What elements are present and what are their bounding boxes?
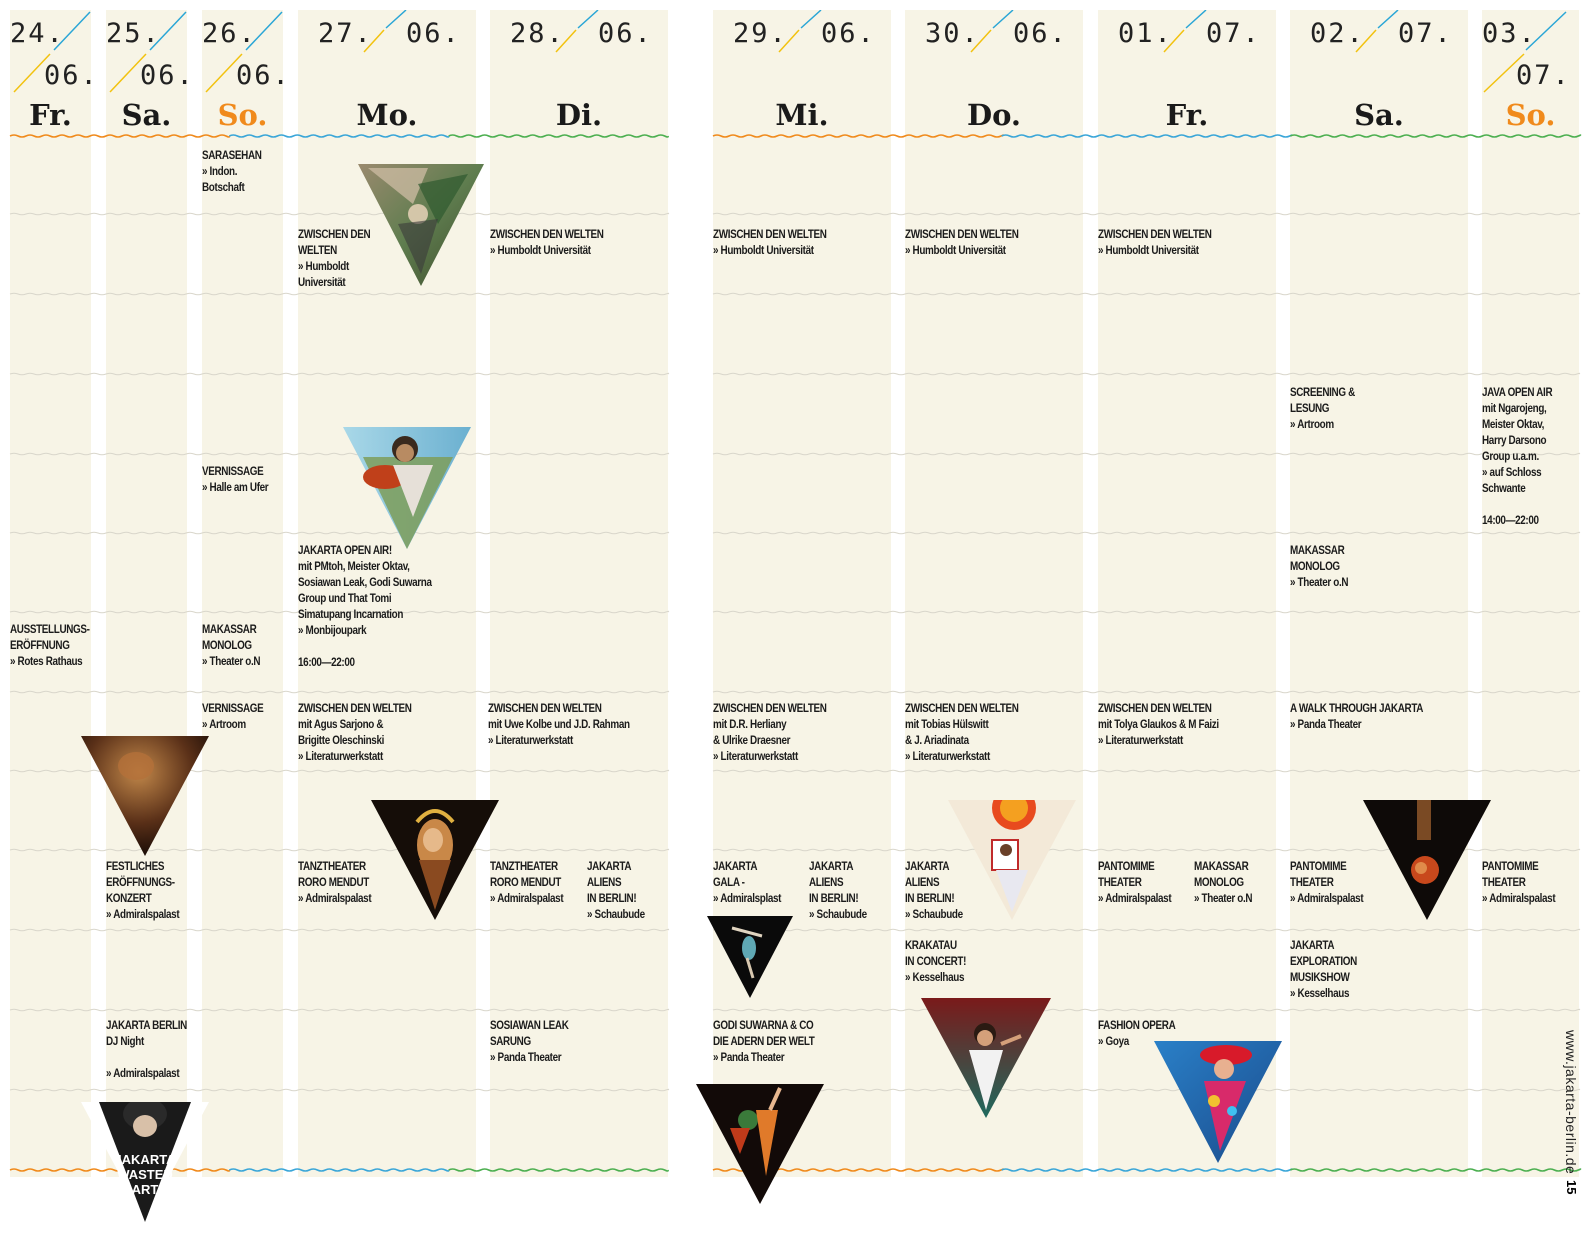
event-godi-suwarna[interactable]: GODI SUWARNA & CO DIE ADERN DER WELT » Panda Theater	[713, 1020, 815, 1064]
photo-triangle-sun-dancer	[948, 800, 1076, 920]
weekday-label: Fr.	[1165, 98, 1209, 132]
date-day: 26.	[202, 18, 257, 49]
date-day: 29.	[733, 18, 788, 49]
event-pantomime-theater[interactable]: PANTOMIME THEATER » Admiralspalast	[1290, 861, 1364, 905]
date-header-29-06	[713, 10, 891, 98]
event-sosiawan-leak[interactable]: SOSIAWAN LEAK SARUNG » Panda Theater	[490, 1020, 569, 1064]
event-vernissage[interactable]: VERNISSAGE » Artroom	[202, 703, 264, 731]
svg-text:ART: ART	[131, 1182, 159, 1197]
date-month: 07.	[1206, 18, 1261, 49]
date-day: 24.	[10, 18, 65, 49]
event-ausstellungs-eroeffnung[interactable]: AUSSTELLUNGS- ERÖFFNUNG » Rotes Rathaus	[10, 624, 90, 668]
date-month: 06.	[1013, 18, 1068, 49]
event-zwischen-den-welten-lesung[interactable]: ZWISCHEN DEN WELTEN mit Agus Sarjono & Brigitte Oleschinski » Literaturwerkstatt	[298, 703, 412, 763]
photo-triangle-gala-dancer	[707, 916, 793, 998]
date-month: 06.	[140, 60, 195, 91]
event-zwischen-den-welten-lesung[interactable]: ZWISCHEN DEN WELTEN mit Uwe Kolbe und J.D. Rahman » Literaturwerkstatt	[488, 703, 630, 747]
day-column-fr-24	[10, 10, 91, 1177]
website-url[interactable]: www.jakarta-berlin.de	[1563, 1030, 1579, 1175]
date-day: 28.	[510, 18, 565, 49]
weekday-label: Sa.	[121, 98, 172, 132]
date-day: 27.	[318, 18, 373, 49]
photo-triangle-tshirt	[81, 1102, 209, 1222]
date-month: 06.	[236, 60, 291, 91]
event-zwischen-den-welten-lesung[interactable]: ZWISCHEN DEN WELTEN mit Tolya Glaukos & M Faizi » Literaturwerkstatt	[1098, 703, 1219, 747]
event-zwischen-den-welten[interactable]: ZWISCHEN DEN WELTEN » Humboldt Universität	[905, 229, 1019, 257]
event-walk-through-jakarta[interactable]: A WALK THROUGH JAKARTA » Panda Theater	[1290, 703, 1424, 731]
weekday-label: Mo.	[356, 98, 418, 132]
photo-triangle-masked-dancer	[371, 800, 499, 920]
event-jakarta-aliens[interactable]: JAKARTA ALIENS IN BERLIN! » Schaubude	[587, 861, 645, 921]
photo-triangle-jester	[1363, 800, 1491, 920]
event-screening-lesung[interactable]: SCREENING & LESUNG » Artroom	[1290, 387, 1355, 431]
event-jakarta-aliens[interactable]: JAKARTA ALIENS IN BERLIN! » Schaubude	[905, 861, 963, 921]
event-zwischen-den-welten[interactable]: ZWISCHEN DEN WELTEN » Humboldt Universität	[713, 229, 827, 257]
weekday-label: Do.	[966, 98, 1022, 132]
date-header-28-06	[490, 10, 668, 98]
event-makassar-monolog[interactable]: MAKASSAR MONOLOG » Theater o.N	[202, 624, 261, 668]
date-header-25-06	[106, 10, 195, 98]
tshirt-print-text: JAKARTA	[114, 1152, 176, 1167]
weekday-label-sunday: So.	[217, 98, 268, 132]
date-month: 06.	[44, 60, 99, 91]
photo-triangle-street	[358, 164, 484, 286]
weekday-label-sunday: So.	[1505, 98, 1556, 132]
event-makassar-monolog[interactable]: MAKASSAR MONOLOG » Theater o.N	[1290, 545, 1349, 589]
event-krakatau-concert[interactable]: KRAKATAU IN CONCERT! » Kesselhaus	[905, 940, 967, 984]
date-month: 07.	[1398, 18, 1453, 49]
event-zwischen-den-welten[interactable]: ZWISCHEN DEN WELTEN » Humboldt Universität	[490, 229, 604, 257]
photo-triangle-guitarist	[343, 427, 471, 549]
date-day: 01.	[1118, 18, 1173, 49]
date-header-03-07	[1482, 10, 1579, 98]
event-makassar-monolog[interactable]: MAKASSAR MONOLOG » Theater o.N	[1194, 861, 1253, 905]
event-jakarta-exploration[interactable]: JAKARTA EXPLORATION MUSIKSHOW » Kesselhaus	[1290, 940, 1357, 1000]
date-month: 07.	[1516, 60, 1571, 91]
event-fashion-opera[interactable]: FASHION OPERA » Goya	[1098, 1020, 1176, 1048]
event-jakarta-gala[interactable]: JAKARTA GALA - » Admiralsplast	[713, 861, 782, 905]
date-month: 06.	[406, 18, 461, 49]
event-zwischen-den-welten[interactable]: ZWISCHEN DEN WELTEN » Humboldt Universität	[1098, 229, 1212, 257]
day-column-sa-25	[106, 10, 187, 1177]
weekday-label: Fr.	[29, 98, 72, 132]
date-header-24-06	[10, 10, 99, 98]
photo-triangle-stage-dancers	[696, 1084, 824, 1204]
weekday-label: Di.	[555, 98, 603, 132]
day-column-mi-29	[713, 10, 891, 1177]
event-pantomime-theater[interactable]: PANTOMIME THEATER » Admiralspalast	[1098, 861, 1172, 905]
photo-triangle-singer	[921, 998, 1051, 1118]
photo-triangle-fashion	[1154, 1041, 1282, 1163]
date-day: 02.	[1310, 18, 1365, 49]
date-header-02-07	[1290, 10, 1468, 98]
date-header-01-07	[1098, 10, 1276, 98]
date-month: 06.	[821, 18, 876, 49]
date-header-30-06	[905, 10, 1083, 98]
date-day: 03.	[1482, 18, 1537, 49]
event-tanztheater[interactable]: TANZTHEATER RORO MENDUT » Admiralspalast	[298, 861, 372, 905]
photo-triangle-dancer	[81, 736, 209, 856]
date-day: 30.	[925, 18, 980, 49]
event-tanztheater[interactable]: TANZTHEATER RORO MENDUT » Admiralspalast	[490, 861, 564, 905]
event-vernissage[interactable]: VERNISSAGE » Halle am Ufer	[202, 466, 269, 494]
event-jakarta-aliens[interactable]: JAKARTA ALIENS IN BERLIN! » Schaubude	[809, 861, 867, 921]
event-zwischen-den-welten[interactable]: ZWISCHEN DEN WELTEN » Humboldt Universität	[298, 229, 371, 289]
weekday-label: Sa.	[1354, 98, 1404, 132]
svg-text:WASTED: WASTED	[117, 1167, 173, 1182]
date-month: 06.	[598, 18, 653, 49]
event-java-open-air[interactable]: JAVA OPEN AIR mit Ngarojeng, Meister Oktav, Harry Darsono Group u.a.m. » auf Schloss Schwante 14:00—22:00	[1482, 387, 1553, 527]
date-header-26-06	[202, 10, 291, 98]
event-pantomime-theater[interactable]: PANTOMIME THEATER » Admiralspalast	[1482, 861, 1556, 905]
day-column-so-03	[1482, 10, 1579, 1177]
page-number: 15	[1564, 1180, 1579, 1195]
event-zwischen-den-welten-lesung[interactable]: ZWISCHEN DEN WELTEN mit D.R. Herliany & Ulrike Draesner » Literaturwerkstatt	[713, 703, 827, 763]
date-day: 25.	[106, 18, 161, 49]
date-header-27-06	[298, 10, 476, 98]
event-sarasehan[interactable]: SARASEHAN » Indon. Botschaft	[202, 150, 262, 194]
event-festliches-konzert[interactable]: FESTLICHES ERÖFFNUNGS- KONZERT » Admiralspalast	[106, 861, 180, 921]
day-column-di-28	[490, 10, 668, 1177]
day-column-fr-01	[1098, 10, 1276, 1177]
weekday-label: Mi.	[775, 98, 829, 132]
event-zwischen-den-welten-lesung[interactable]: ZWISCHEN DEN WELTEN mit Tobias Hülswitt & J. Ariadinata » Literaturwerkstatt	[905, 703, 1019, 763]
event-jakarta-open-air[interactable]: JAKARTA OPEN AIR! mit PMtoh, Meister Oktav, Sosiawan Leak, Godi Suwarna Group und That Tomi Simatupang Incarnation » Monbijoupark 16:00—22:00	[298, 545, 432, 669]
event-jakarta-berlin-dj-night[interactable]: JAKARTA BERLIN DJ Night » Admiralspalast	[106, 1020, 187, 1080]
